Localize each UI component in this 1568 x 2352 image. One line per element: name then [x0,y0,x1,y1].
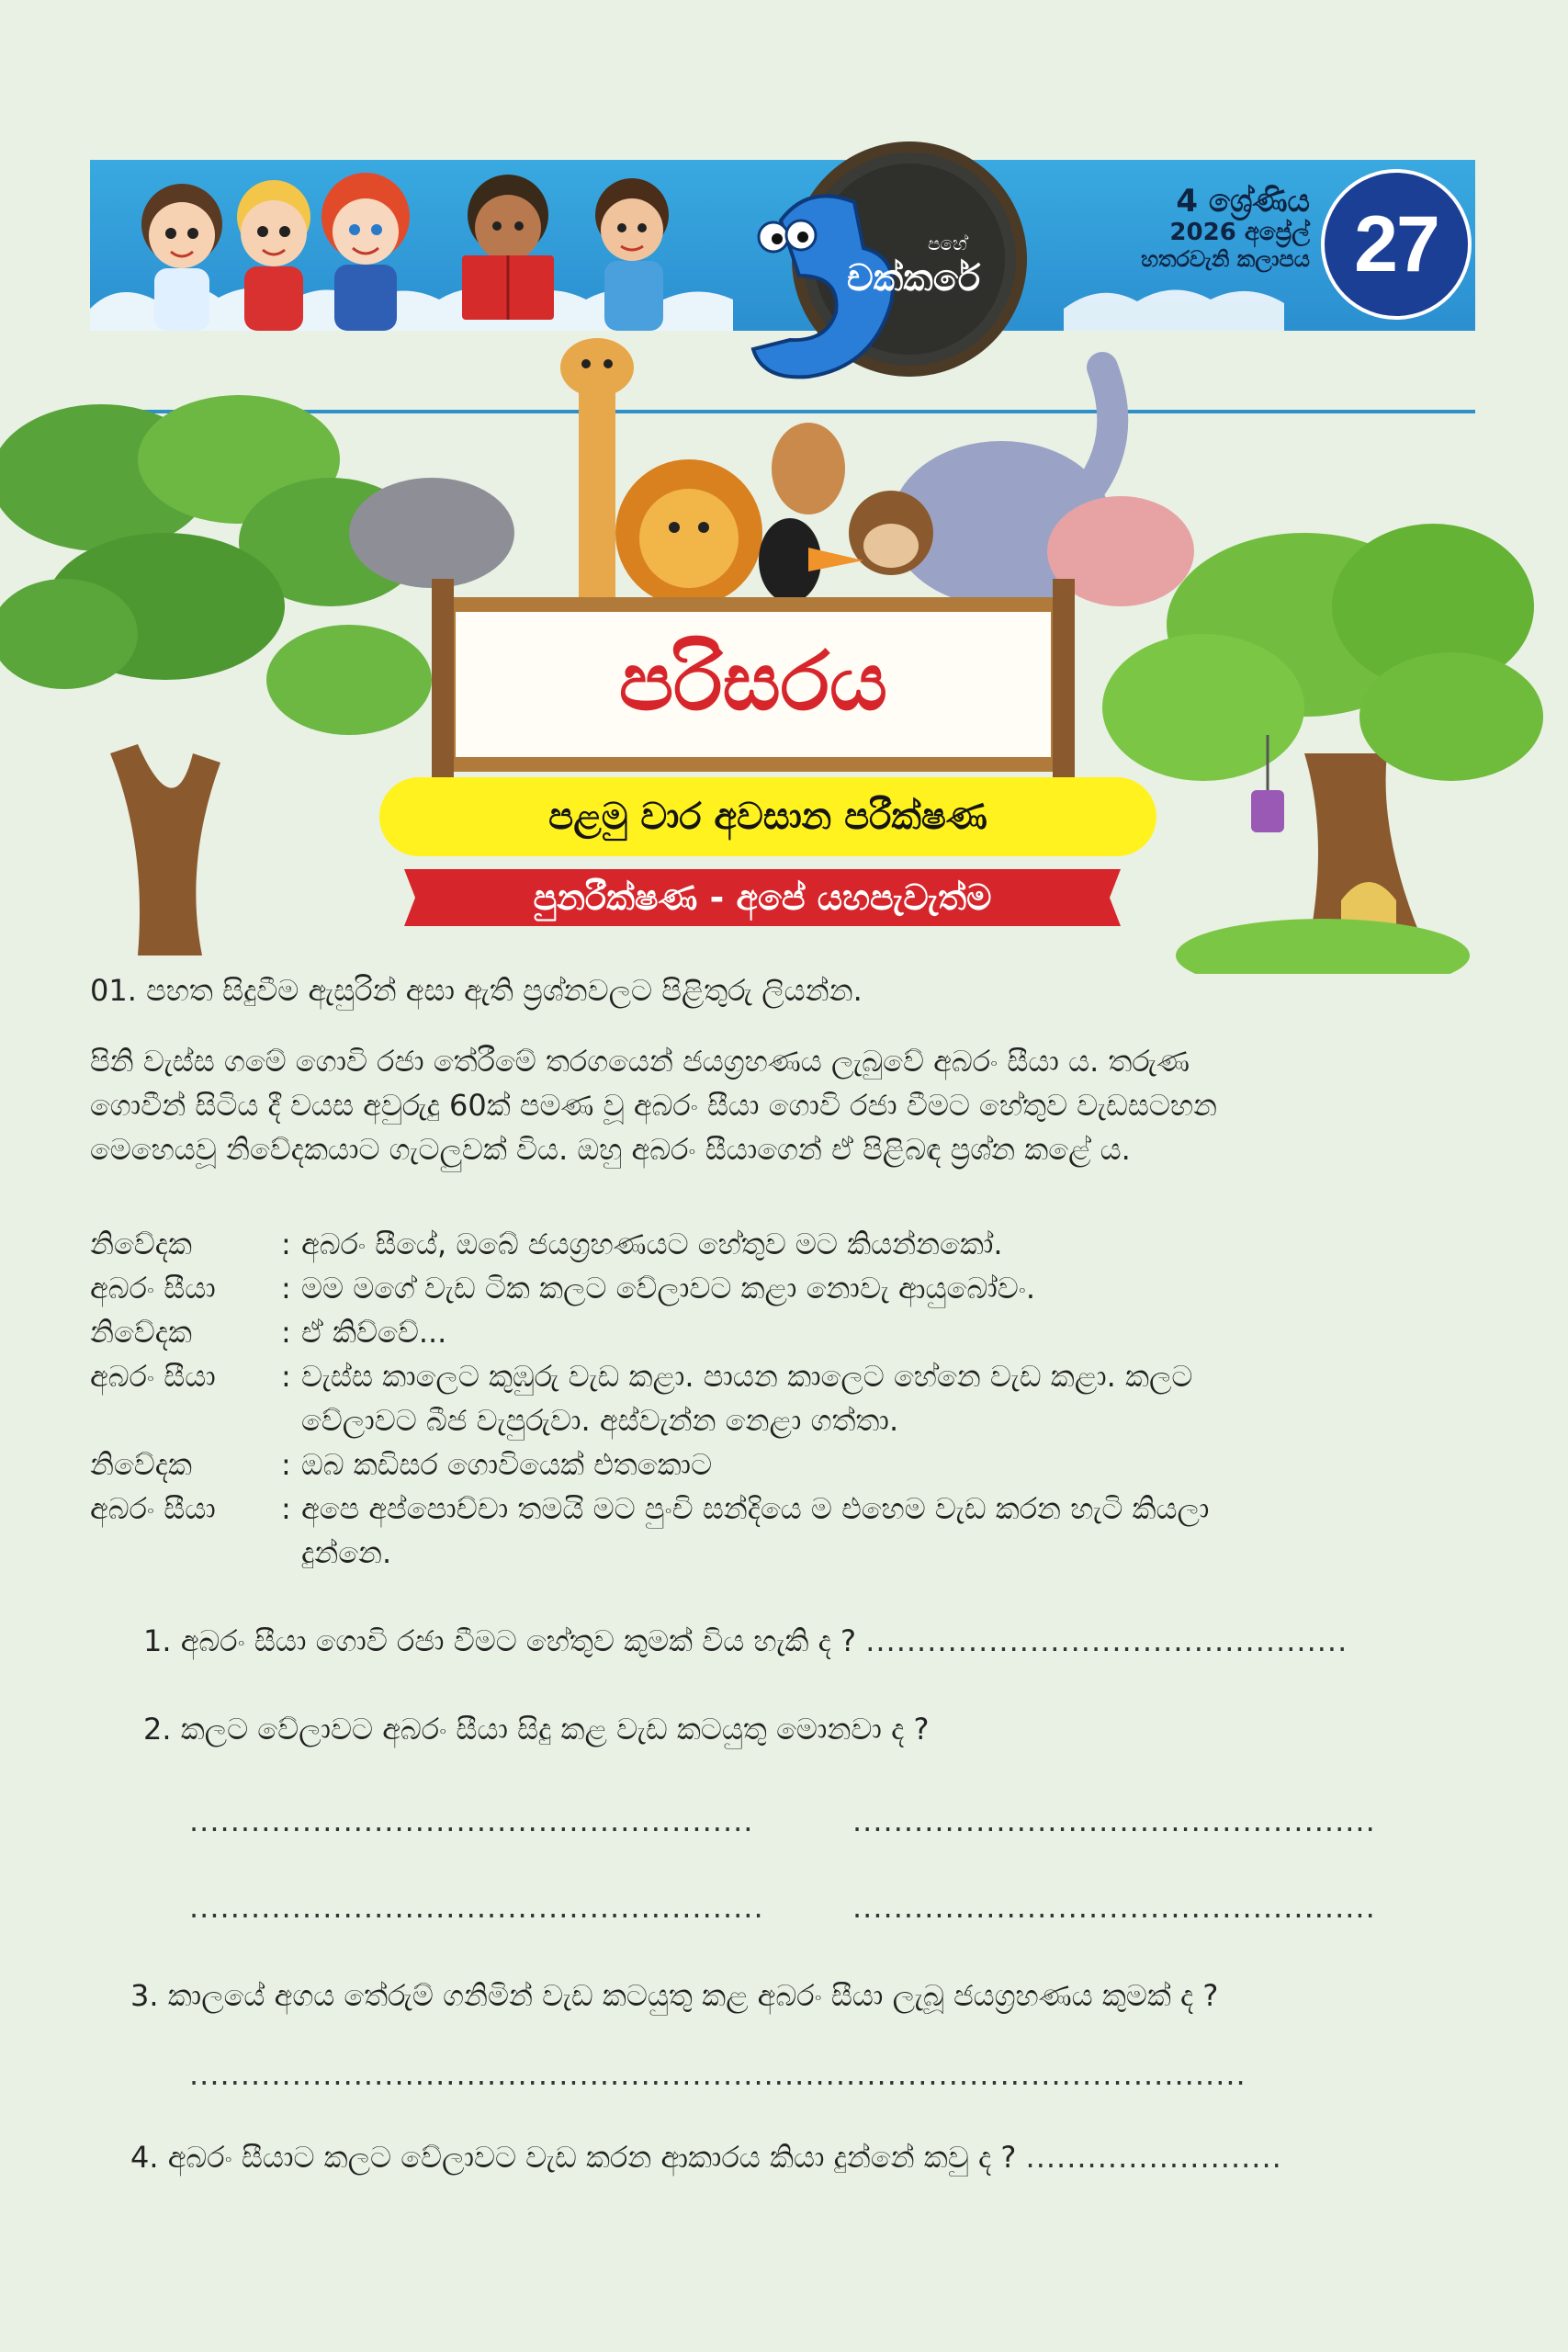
issue-number-badge: 27 [1321,169,1472,320]
question-1 [143,1619,1348,1663]
speaker: නිවේදක [90,1315,192,1350]
monkey-icon [849,491,933,575]
speaker: නිවේදක [90,1227,192,1261]
grade-label: 4 ශ්‍රේණිය [1176,183,1310,220]
dialogue-row: අබරං සීයා : මම මගේ වැඩ ටික කලට වේලාවට කළා නොවැ ආයුබෝවං. [90,1266,1486,1310]
issue-name: හතරවැනි කලාපය [1141,245,1310,272]
instruction: 01. පහත සිදුවීම ඇසුරින් අසා ඇති ප්‍රශ්නවලට පිළිතුරු ලියන්න. [90,973,863,1008]
dialogue-line: වේලාවට බීජ වැපුරුවා. අස්වැන්න නෙළා ගත්තා. [301,1403,899,1438]
answer-blank[interactable]: ................................................... [852,1890,1376,1925]
exam-label: පළමු වාර අවසාන පරීක්ෂණ [379,777,1156,856]
dialogue-line: දුන්නෙ. [301,1535,392,1570]
question-2: 2. කලට වේලාවට අබරං සීයා සිදු කළ වැඩ කටයුතු මොනවා ද ? [143,1712,930,1747]
question-4 [130,2135,1282,2179]
question-text: 1. අබරං සීයා ගොවි රජා වීමට හේතුව කුමක් විය හැකි ද ? [143,1623,857,1658]
dialogue-line: මම මගේ වැඩ ටික කලට වේලාවට කළා නොවැ ආයුබෝවං. [301,1271,1036,1306]
toucan-icon [759,518,863,603]
lion-icon [615,459,762,606]
question-text: 4. අබරං සීයාට කලට වේලාවට වැඩ කරන ආකාරය කියා දුන්නේ කවු ද ? [130,2140,1017,2175]
speaker: අබරං සීයා [90,1359,216,1394]
speaker: නිවේදක [90,1447,192,1482]
answer-blank[interactable]: ............................................... [865,1623,1348,1658]
dialogue-line: අබරං සීයේ, ඔබේ ජයග්‍රහණයට හේතුව මට කියන්නකෝ. [301,1227,1003,1261]
dialogue-line: වැස්ස කාලෙට කුඹුරු වැඩ කළා. පායන කාලෙට හේනෙ වැඩ කළා. කලට [301,1359,1193,1394]
answer-blank[interactable]: ....................................................................................................... [189,2057,1247,2092]
story-paragraph [90,1039,1486,1171]
dialogue-row: අබරං සීයා : වැස්ස කාලෙට කුඹුරු වැඩ කළා. පායන කාලෙට හේනෙ වැඩ කළා. කලට වේලාවට බීජ වැපුරුවා. අස්වැන්න නෙළා ගත්තා. [90,1354,1486,1442]
mascot-top-text: පහේ [928,232,967,254]
question-3: 3. කාලයේ අගය තේරුම් ගනිමින් වැඩ කටයුතු කළ අබරං සීයා ලැබූ ජයග්‍රහණය කුමක් ද ? [130,1978,1219,2013]
mascot-word: චක්කරේ [847,257,981,300]
answer-blank[interactable]: ........................................................ [189,1890,764,1925]
issue-date: 2026 අප්‍රේල් [1169,219,1310,247]
rhino-icon [349,478,514,588]
dialogue-row: නිවේදක : ඔබ කඩිසර ගොවියෙක් එතකොට [90,1442,1486,1487]
dialogue-line: ඔබ කඩිසර ගොවියෙක් එතකොට [301,1447,713,1482]
answer-blank[interactable]: ....................................................... [189,1804,754,1838]
paragraph-line: මෙහෙයවූ නිවේදකයාට ගැටලුවක් විය. ඔහු අබරං සීයාගෙන් ඒ පිළිබඳ ප්‍රශ්න කළේ ය. [90,1132,1131,1167]
speaker: අබරං සීයා [90,1271,216,1306]
speaker: අබරං සීයා [90,1491,216,1526]
tree-left-icon [0,395,432,956]
dialogue-row: නිවේදක : අබරං සීයේ, ඔබේ ජයග්‍රහණයට හේතුව මට කියන්නකෝ. [90,1222,1486,1266]
paragraph-line: ගොවීන් සිටිය දී වයස අවුරුදු 60ක් පමණ වූ අබරං සීයා ගොවි රජා වීමට හේතුව වැඩසටහන [90,1088,1217,1123]
dialogue-row: නිවේදක : ඒ කිව්වේ... [90,1310,1486,1354]
answer-blank[interactable]: ................................................... [852,1804,1376,1838]
dialogue-row: අබරං සීයා : අපෙ අප්පොච්චා තමයි මට පුංචි සන්දියෙ ම එහෙම වැඩ කරන හැටි කියලා දුන්නෙ. [90,1487,1486,1575]
topic-ribbon: පුනරීක්ෂණ - අපේ යහපැවැත්ම [423,869,1102,926]
paragraph-line: පිනි වැස්ස ගමේ ගොවි රජා තේරීමේ තරගයෙන් ජයග්‍රහණය ලැබුවේ අබරං සීයා ය. තරුණ [90,1044,1190,1079]
dialogue-line: ඒ කිව්වේ... [301,1315,447,1350]
answer-blank[interactable]: ......................... [1025,2140,1282,2175]
dialogue-line: අපෙ අප්පොච්චා තමයි මට පුංචි සන්දියෙ ම එහෙම වැඩ කරන හැටි කියලා [301,1491,1210,1526]
dialogue [90,1222,1486,1575]
subject-title: පරිසරය [618,634,888,729]
